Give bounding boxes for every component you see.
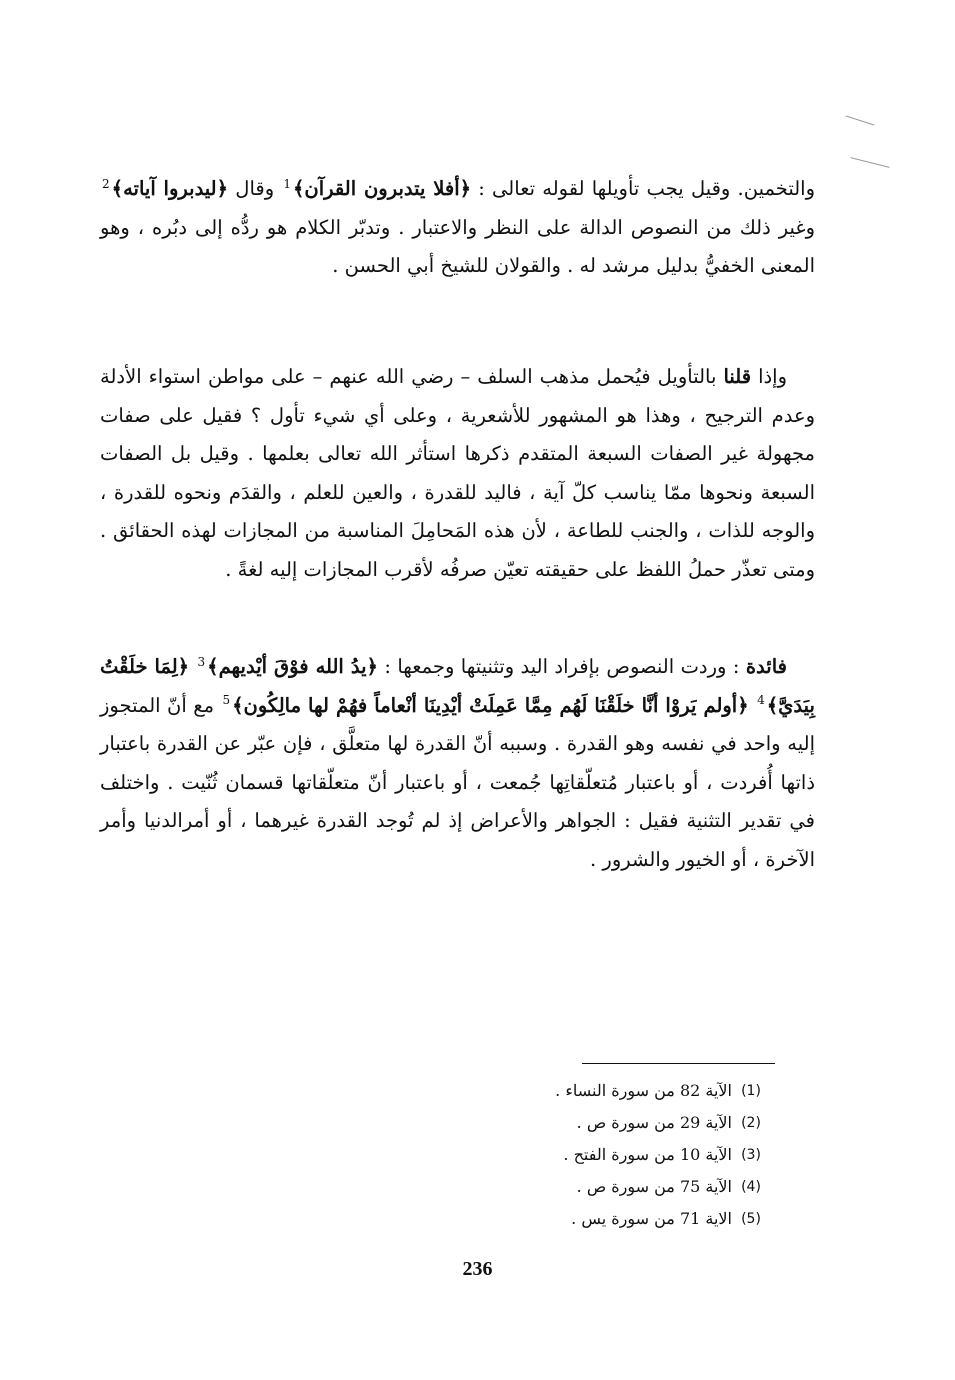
paragraph-text [100,170,815,286]
paragraph-1 [100,170,815,286]
body-text: والتخمين. وقيل يجب تأويلها لقوله تعالى : [471,177,815,200]
bold-text: فائدة [745,655,787,678]
footnote-ref: 1 [283,176,291,191]
footnote-item [430,1203,770,1235]
paragraph-text [100,358,815,589]
body-text: : وردت النصوص بإفراد اليد وتثنيتها وجمعها : [377,655,746,678]
footnote-number: (1) [741,1083,761,1099]
footnote-ref: 3 [197,654,206,669]
footnote-separator [582,1063,775,1064]
footnote-text: الآية 29 من سورة ص . [576,1113,732,1132]
footnote-text: الاية 71 من سورة يس . [571,1209,732,1228]
footnote-text: الآية 82 من سورة النساء . [555,1081,732,1100]
body-text: وقال [228,177,282,200]
body-text: وغير ذلك من النصوص الدالة على النظر والاعتبار . وتدبّر الكلام هو ردُّه إلى دبُره ، وهو المعنى الخفيُّ بدليل مرشد له . والقولان للشيخ أبي الحسن . [100,215,815,277]
quran-verse: ﴿يدُ الله فوْقَ أيْديهم﴾ [207,655,378,678]
scan-artifact [850,157,889,168]
body-text: وإذا [751,365,788,388]
quran-verse: ﴿لِمَا خلَقْتُ بِيَدَيَّ﴾ [100,655,815,717]
footnote-text: الآية 75 من سورة ص . [576,1177,732,1196]
body-text [189,655,195,678]
body-text: بالتأويل فيُحمل مذهب السلف – رضي الله عنهم – على مواطن استواء الأدلة وعدم الترجيح ، وهذا هو المشهور للأشعرية ، وعلى أي شيء تأول ؟ فقيل على صفات مجهولة غير الصفات السبعة المتقدم ذكرها استأثر الله تعالى بعلمها . وقيل بل الصفات السبعة ونحوها ممّا يناسب كلّ آية ، فاليد للقدرة ، والعين للعلم ، والقدَم ونحوه للقدرة ، والوجه للذات ، والجنب للطاعة ، لأن هذه المَحامِلَ المناسبة من المجازات لهذه الحقائق . ومتى تعذّر حملُ اللفظ على حقيقته تعيّن صرفُه لأقرب المجازات إليه لغةً . [100,365,815,581]
footnote-number: (5) [741,1211,761,1227]
footnote-ref: 5 [222,693,231,707]
bold-text: قلنا [723,365,752,388]
footnote-text: الآية 10 من سورة الفتح . [563,1145,732,1164]
footnote-number: (2) [741,1115,761,1131]
footnote-ref: 4 [757,693,765,707]
footnotes-list [430,1075,770,1235]
quran-verse: ﴿أفلا يتدبرون القرآن﴾ [293,177,472,200]
quran-verse: ﴿ليدبروا آياته﴾ [111,177,229,200]
scan-artifact [846,115,875,125]
footnote-item [430,1171,770,1203]
paragraph-text [100,648,815,879]
footnote-number: (3) [741,1147,761,1163]
paragraph-2 [100,358,815,589]
body-text: مع أنّ المتجوز إليه واحد في نفسه وهو القدرة . وسببه أنّ القدرة لها متعلَّق ، فإن عبّر عن القدرة باعتبار ذاتها أُفردت ، أو باعتبار مُتعلّقاتِها جُمعت ، أو باعتبار أنّ متعلّقاتها قسمان ثُنّيت . واختلف في تقدير التثنية فقيل : الجواهر والأعراض إذ لم تُوجد القدرة غيرهما ، أو أمرالدنيا وأمر الآخرة ، أو الخيور والشرور . [100,693,815,871]
footnote-item [430,1075,770,1107]
footnote-item [430,1139,770,1171]
quran-verse: ﴿أولم يَروْا أنَّا خلَقْنَا لَهُم مِمَّا عَمِلَتْ أيْدِينَا أنْعاماً فهُمْ لها مالِكُون﴾ [232,693,749,717]
footnote-ref: 2 [102,176,110,191]
footnote-item [430,1107,770,1139]
page-number: 236 [462,1258,493,1280]
footnote-number: (4) [741,1179,761,1195]
paragraph-3 [100,648,815,879]
